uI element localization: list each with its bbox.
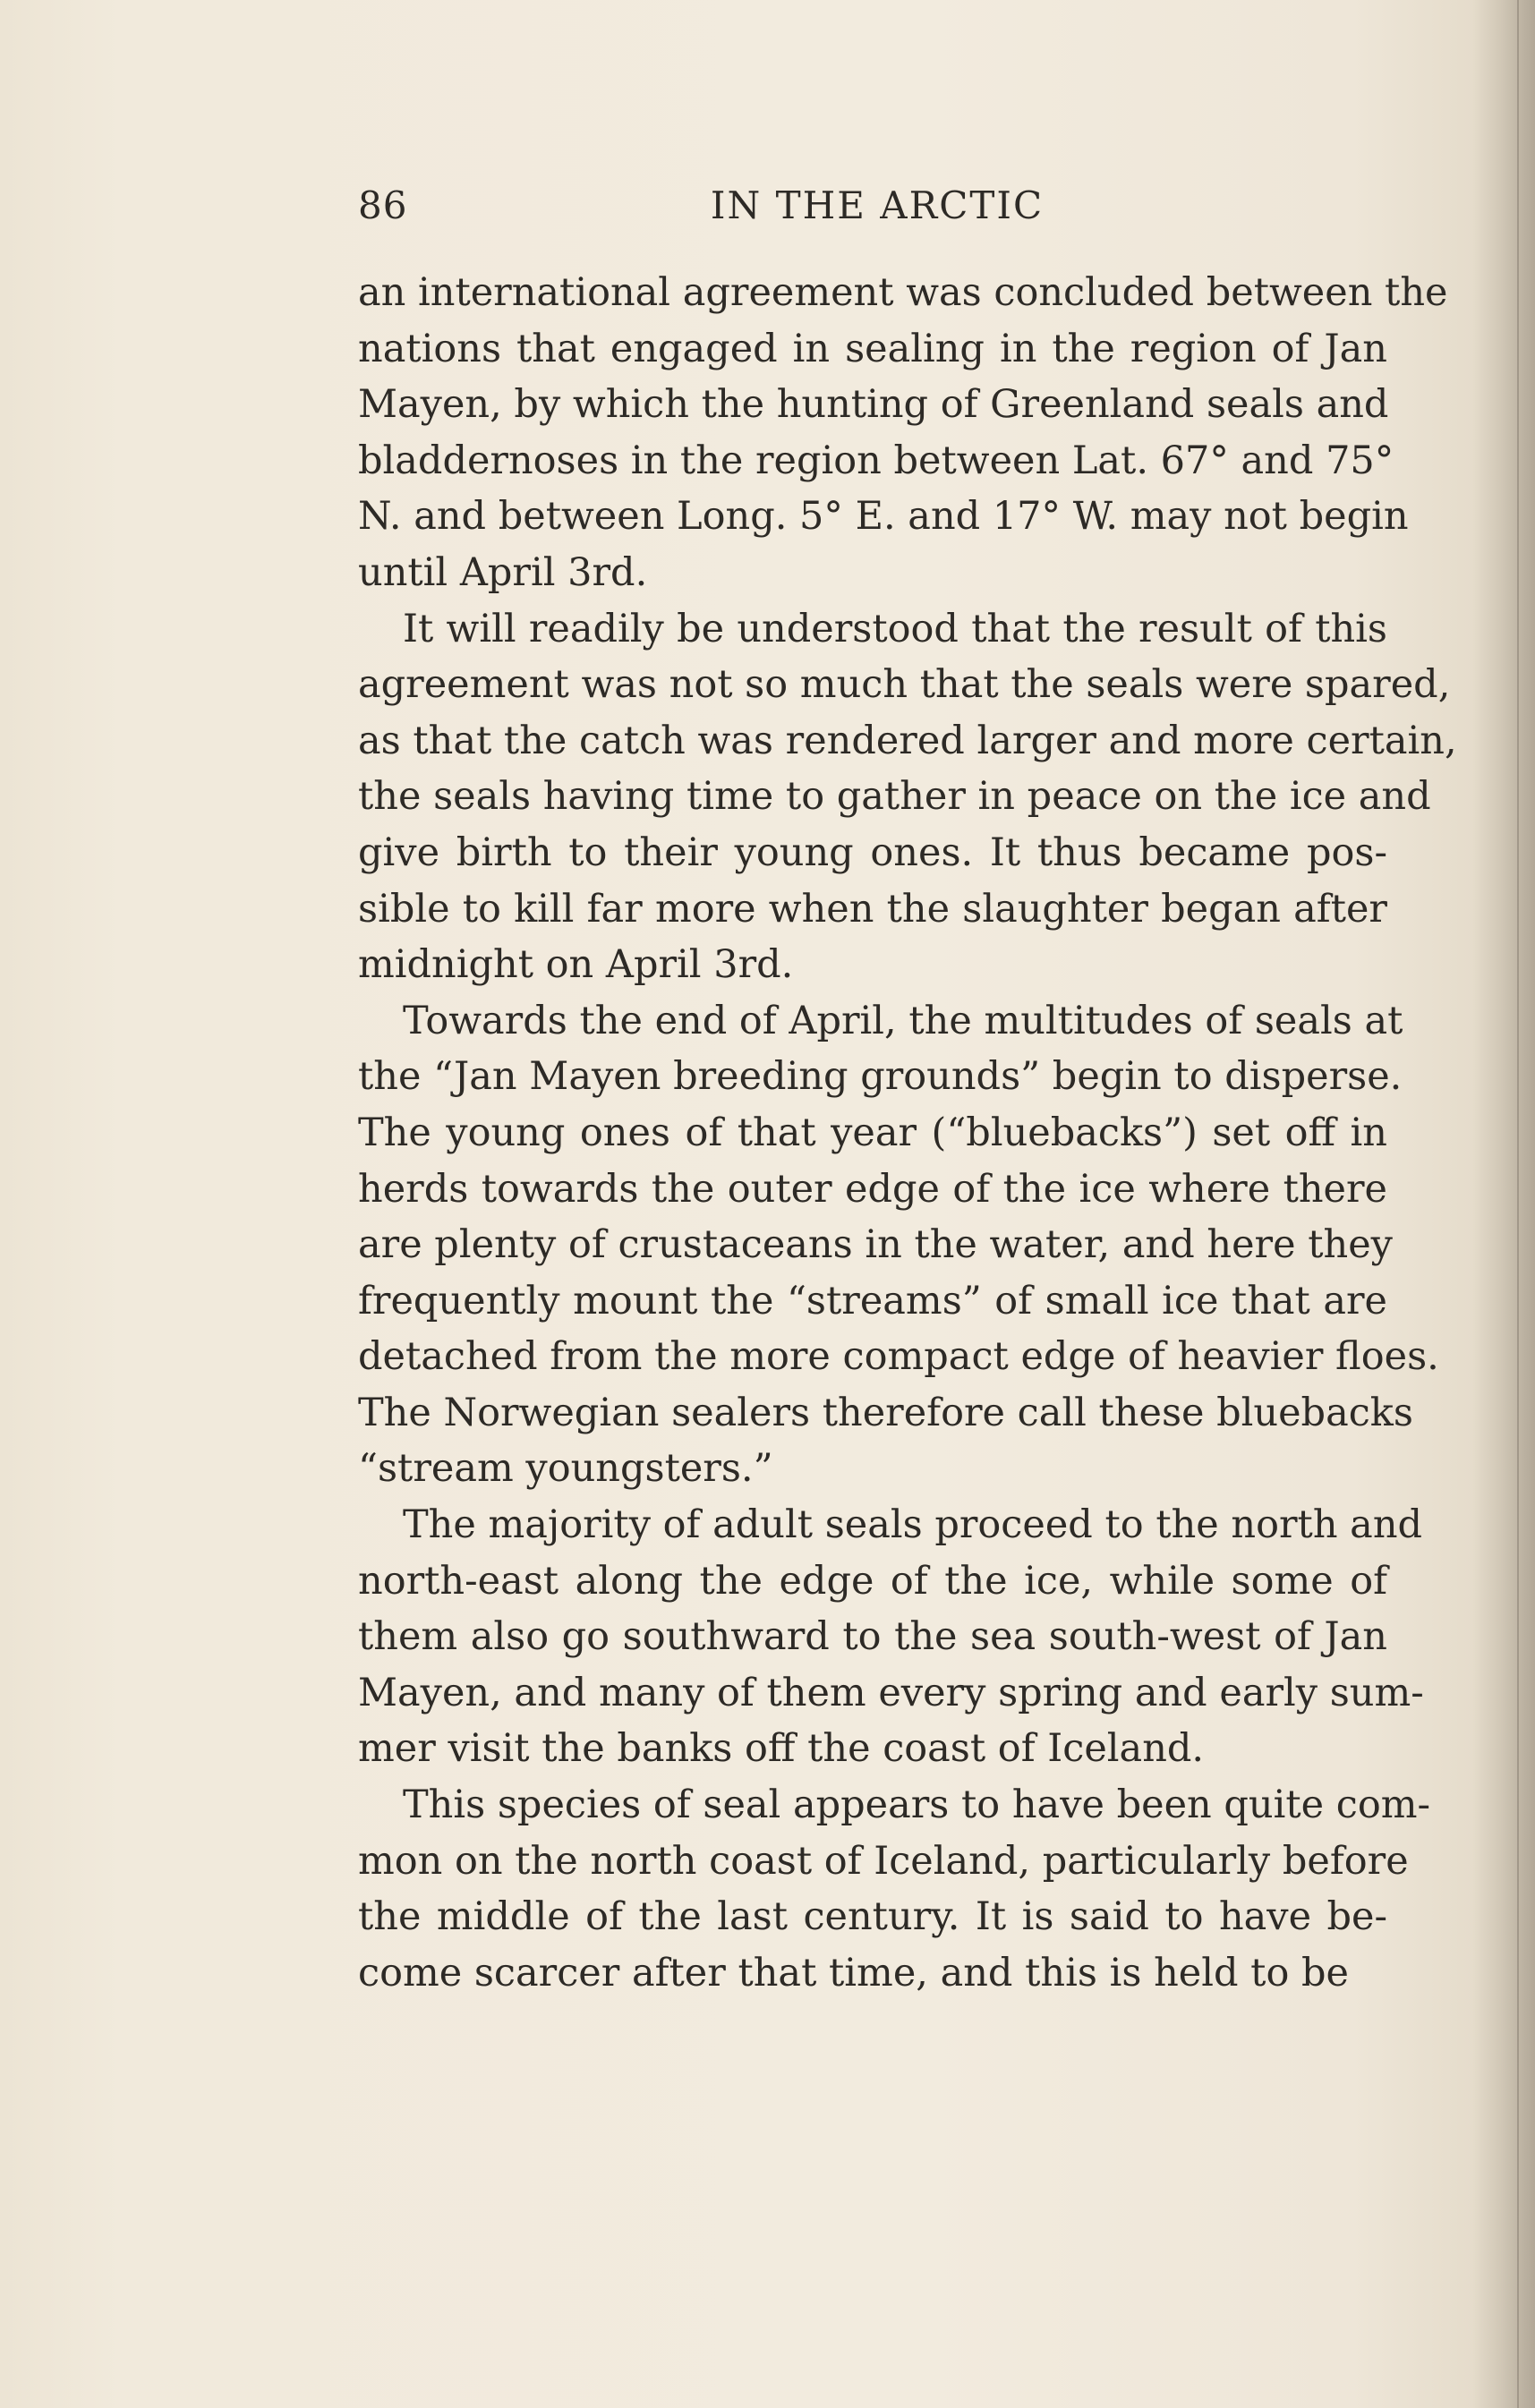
text-line: The young ones of that year (“bluebacks”) set off in <box>358 1110 1387 1155</box>
text-line: as that the catch was rendered larger and more certain, <box>358 718 1457 763</box>
text-line: N. and between Long. 5° E. and 17° W. may not begin <box>358 494 1409 540</box>
page-gutter-shadow <box>1472 0 1535 2408</box>
text-line: herds towards the outer edge of the ice where there <box>358 1166 1387 1212</box>
page-number: 86 <box>358 183 408 227</box>
paragraph <box>358 1497 1424 1777</box>
text-line: Mayen, and many of them every spring and early sum- <box>358 1670 1424 1715</box>
text-line: bladdernoses in the region between Lat. 67° and 75° <box>358 438 1394 483</box>
text-line: This species of seal appears to have been quite com- <box>403 1783 1431 1828</box>
text-line: mer visit the banks off the coast of Iceland. <box>358 1726 1205 1772</box>
text-line: midnight on April 3rd. <box>358 942 794 988</box>
text-line: The Norwegian sealers therefore call these bluebacks <box>358 1390 1413 1435</box>
text-line: the seals having time to gather in peace on the ice and <box>358 774 1431 820</box>
text-line: give birth to their young ones. It thus became pos- <box>358 830 1387 875</box>
text-line: sible to kill far more when the slaughter began after <box>358 886 1387 932</box>
text-line: detached from the more compact edge of heavier floes. <box>358 1334 1439 1380</box>
paragraph <box>358 993 1439 1497</box>
text-line: It will readily be understood that the result of this <box>403 606 1387 651</box>
paragraph <box>358 1777 1431 2001</box>
text-line: north-east along the edge of the ice, while some of <box>358 1558 1387 1604</box>
text-line: the middle of the last century. It is said to have be- <box>358 1894 1387 1940</box>
text-line: come scarcer after that time, and this is held to be <box>358 1950 1349 1995</box>
body-text <box>358 265 1457 2001</box>
text-line: until April 3rd. <box>358 549 648 595</box>
text-line: nations that engaged in sealing in the region of Jan <box>358 326 1387 371</box>
paragraph <box>358 265 1448 601</box>
running-head: IN THE ARCTIC <box>710 183 1045 227</box>
text-line: Mayen, by which the hunting of Greenland seals and <box>358 382 1389 428</box>
text-line: mon on the north coast of Iceland, particularly before <box>358 1838 1409 1884</box>
text-line: The majority of adult seals proceed to the north and <box>403 1502 1423 1548</box>
page-edge <box>1517 0 1519 2408</box>
text-line: are plenty of crustaceans in the water, and here they <box>358 1222 1393 1268</box>
text-line: the “Jan Mayen breeding grounds” begin to disperse. <box>358 1054 1403 1100</box>
text-line: them also go southward to the sea south-west of Jan <box>358 1614 1387 1660</box>
text-line: frequently mount the “streams” of small ice that are <box>358 1278 1387 1323</box>
paragraph <box>358 601 1457 993</box>
text-line: Towards the end of April, the multitudes of seals at <box>403 998 1403 1043</box>
text-line: “stream youngsters.” <box>358 1446 773 1492</box>
text-line: an international agreement was concluded between the <box>358 270 1448 315</box>
text-line: agreement was not so much that the seals were spared, <box>358 662 1451 708</box>
page-header <box>358 183 1396 237</box>
